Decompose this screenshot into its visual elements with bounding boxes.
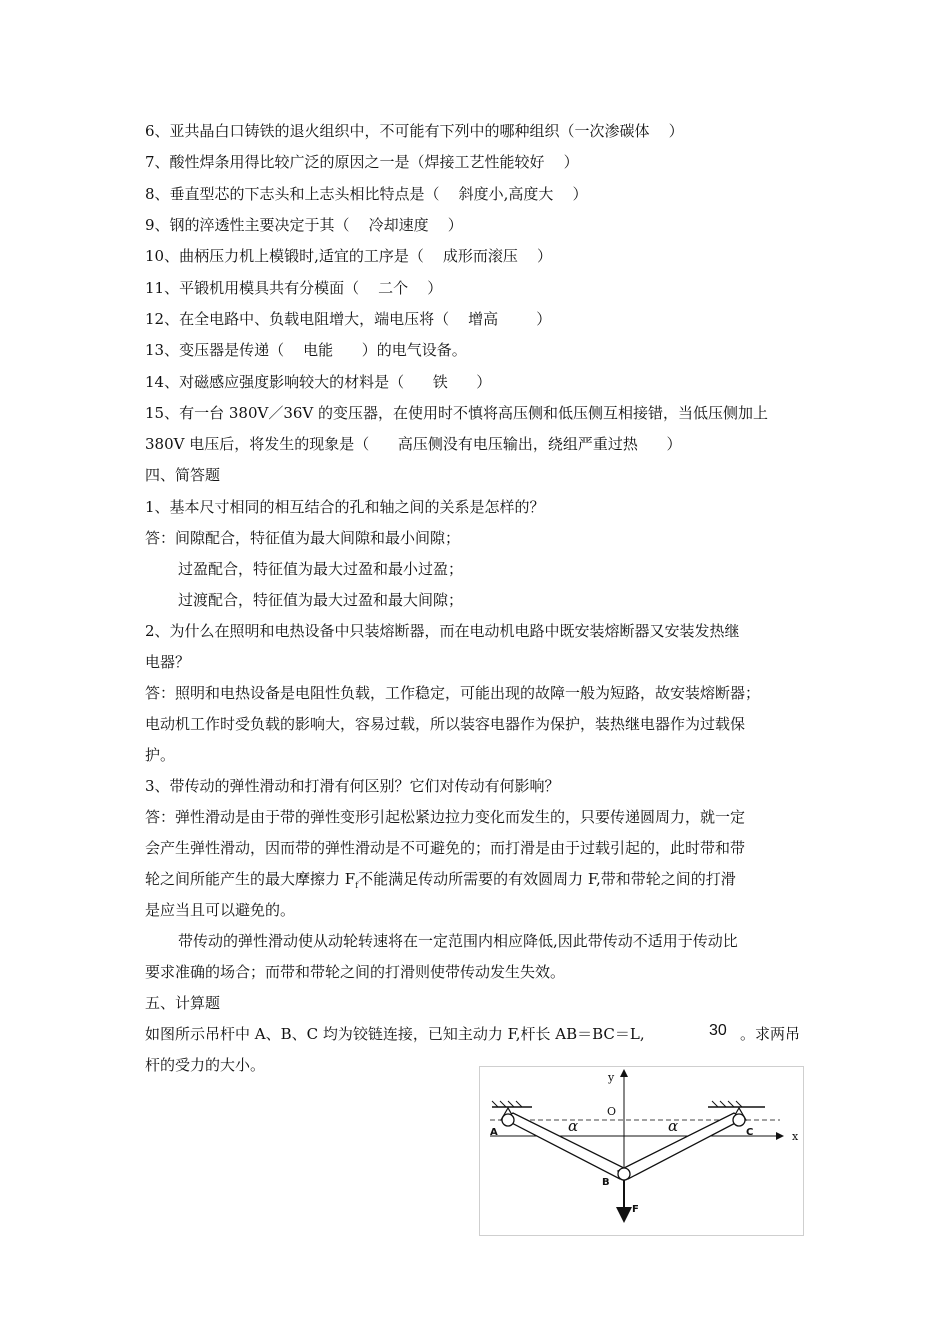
label-b: B <box>602 1177 610 1188</box>
q10: 10、曲柄压力机上模锻时,适宜的工序是（ 成形而滚压 ） <box>145 247 553 265</box>
sa1-answer-3: 过渡配合，特征值为最大过盈和最大间隙； <box>178 591 464 609</box>
figure-svg <box>480 1067 803 1235</box>
calc-problem-1a: 如图所示吊杆中 A、B、C 均为铰链连接，已知主动力 F,杆长 AB＝BC＝L, <box>145 1025 645 1043</box>
label-alpha-left: α <box>568 1117 579 1135</box>
sa2-answer-1: 答：照明和电热设备是电阻性负载，工作稳定，可能出现的故障一般为短路，故安装熔断器； <box>145 684 761 702</box>
hatch-a-4 <box>516 1101 522 1107</box>
hinge-a <box>502 1114 514 1126</box>
section-5-heading: 五、计算题 <box>145 994 221 1012</box>
q7: 7、酸性焊条用得比较广泛的原因之一是（焊接工艺性能较好 ） <box>145 153 579 171</box>
sa2-answer-3: 护。 <box>145 746 176 764</box>
q8: 8、垂直型芯的下志头和上志头相比特点是（ 斜度小,高度大 ） <box>145 185 588 203</box>
hatch-c-3 <box>728 1101 734 1107</box>
sa3-question: 3、带传动的弹性滑动和打滑有何区别？它们对传动有何影响？ <box>145 777 560 795</box>
sa3-answer-3a: 轮之间所能产生的最大摩擦力 F <box>145 870 356 888</box>
q11: 11、平锻机用模具共有分模面（ 二个 ） <box>145 279 443 297</box>
q15-line1: 15、有一台 380V／36V 的变压器，在使用时不慎将高压侧和低压侧互相接错，当低压侧加上 <box>145 404 769 422</box>
hanging-rod-figure <box>479 1066 804 1236</box>
sa3-answer-6: 要求准确的场合；而带和带轮之间的打滑则使带传动发生失效。 <box>145 963 566 981</box>
hinge-c <box>733 1114 745 1126</box>
q13: 13、变压器是传递（ 电能 ）的电气设备。 <box>145 341 467 359</box>
hatch-a-2 <box>500 1101 506 1107</box>
rod-ab <box>504 1113 630 1179</box>
sa1-answer-1: 答：间隙配合，特征值为最大间隙和最小间隙； <box>145 529 461 547</box>
sa1-answer-2: 过盈配合，特征值为最大过盈和最小过盈； <box>178 560 464 578</box>
label-f: F <box>632 1204 639 1215</box>
angle-value: 30 <box>709 1022 727 1039</box>
calc-problem-1b: 。求两吊 <box>740 1025 801 1043</box>
sa2-question-1: 2、为什么在照明和电热设备中只装熔断器，而在电动机电路中既安装熔断器又安装发热继 <box>145 622 740 640</box>
q9: 9、钢的淬透性主要决定于其（ 冷却速度 ） <box>145 216 463 234</box>
q12: 12、在全电路中、负载电阻增大，端电压将（ 增高 ） <box>145 310 552 328</box>
label-o: O <box>607 1105 617 1118</box>
sa3-answer-4: 是应当且可以避免的。 <box>145 901 296 919</box>
hatch-c-1 <box>712 1101 718 1107</box>
friction-subscript: f <box>355 881 359 890</box>
sa3-answer-1: 答：弹性滑动是由于带的弹性变形引起松紧边拉力变化而发生的，只要传递圆周力，就一定 <box>145 808 746 826</box>
sa3-answer-2: 会产生弹性滑动，因而带的弹性滑动是不可避免的；而打滑是由于过载引起的，此时带和带 <box>145 839 746 857</box>
label-c: C <box>746 1127 754 1138</box>
label-y: y <box>608 1071 615 1084</box>
sa2-question-2: 电器？ <box>145 653 191 671</box>
q15-line2: 380V 电压后，将发生的现象是（ 高压侧没有电压输出，绕组严重过热 ） <box>145 435 682 453</box>
sa3-answer-3 <box>145 869 736 896</box>
calc-problem-2: 杆的受力的大小。 <box>145 1056 266 1074</box>
label-a: A <box>490 1127 498 1138</box>
q14: 14、对磁感应强度影响较大的材料是（ 铁 ） <box>145 373 492 391</box>
hatch-a-1 <box>492 1101 498 1107</box>
q6: 6、亚共晶白口铸铁的退火组织中，不可能有下列中的哪种组织（一次渗碳体 ） <box>145 122 684 140</box>
sa1-question: 1、基本尺寸相同的相互结合的孔和轴之间的关系是怎样的？ <box>145 498 545 516</box>
label-x: x <box>792 1130 799 1143</box>
section-4-heading: 四、简答题 <box>145 466 221 484</box>
sa3-answer-5: 带传动的弹性滑动使从动轮转速将在一定范围内相应降低,因此带传动不适用于传动比 <box>178 932 738 950</box>
sa2-answer-2: 电动机工作时受负载的影响大，容易过载，所以装容电器作为保护，装热继电器作为过载保 <box>145 715 746 733</box>
rod-bc <box>618 1113 743 1179</box>
hinge-b <box>618 1168 630 1180</box>
sa3-answer-3b: 不能满足传动所需要的有效圆周力 F,带和带轮之间的打滑 <box>358 870 736 888</box>
label-alpha-right: α <box>668 1117 679 1135</box>
hatch-c-2 <box>720 1101 726 1107</box>
hatch-a-3 <box>508 1101 514 1107</box>
hatch-c-4 <box>736 1101 742 1107</box>
